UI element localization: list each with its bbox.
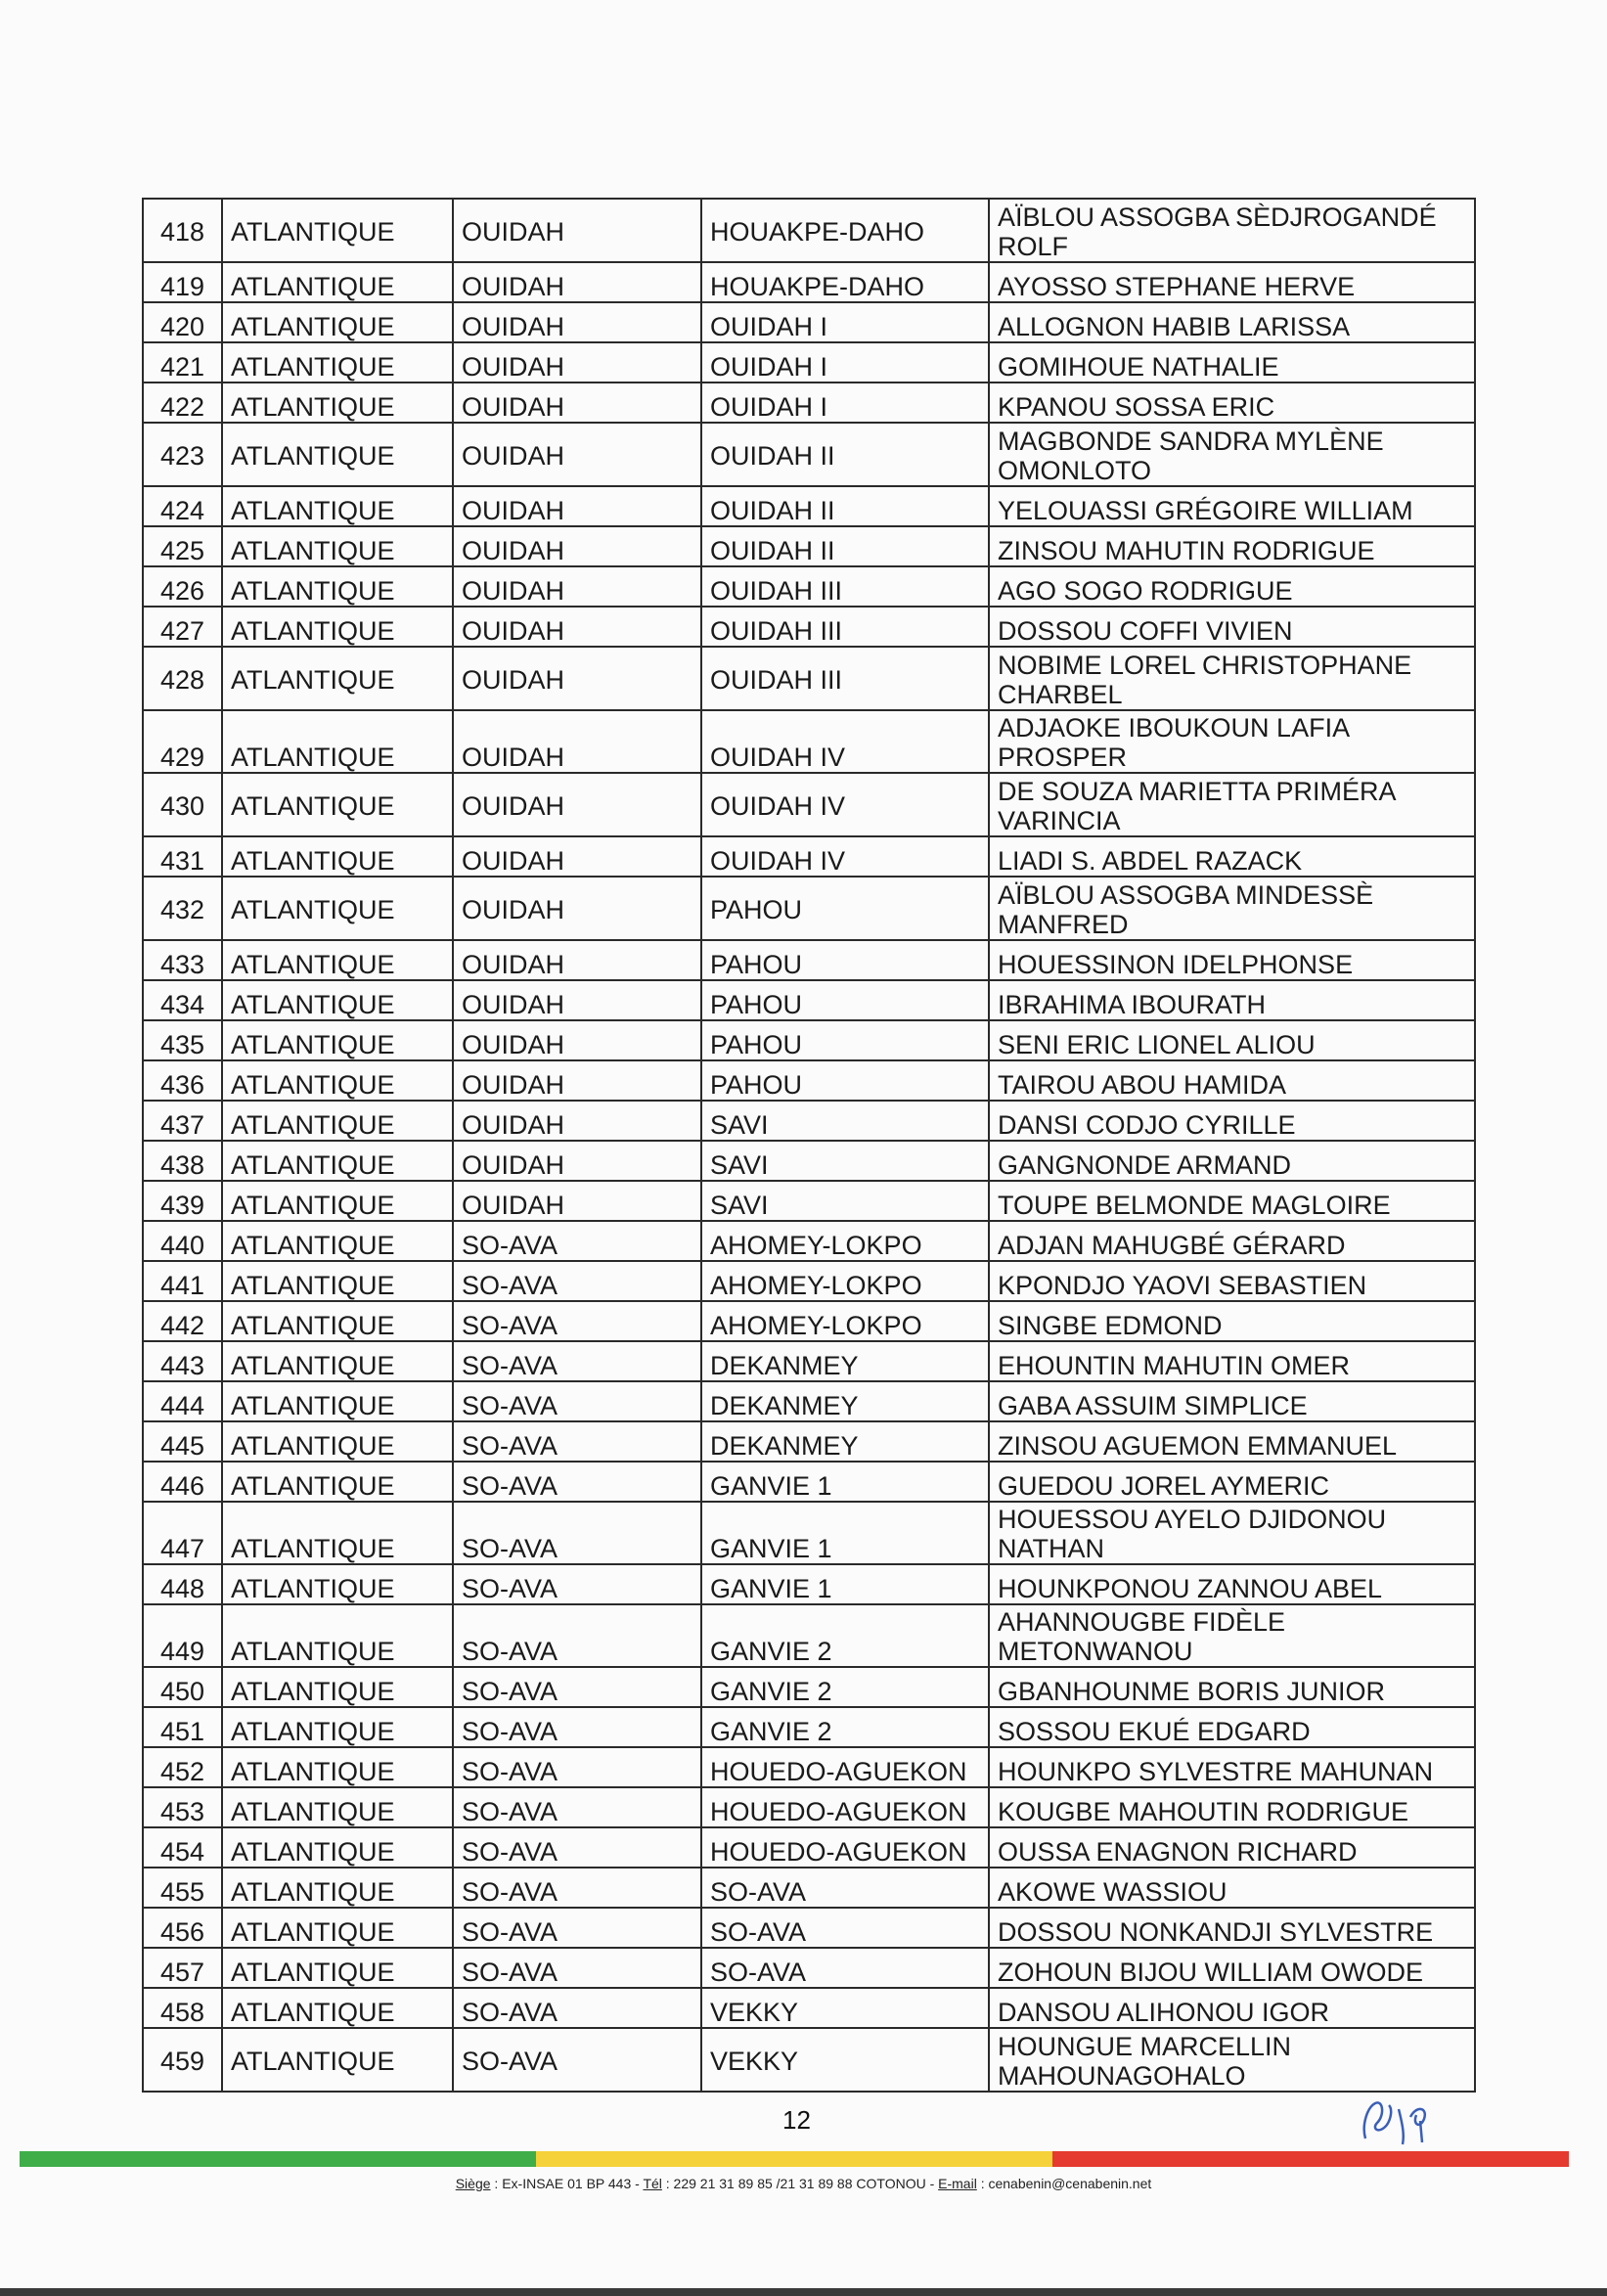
commune-cell: SO-AVA	[453, 1564, 701, 1604]
table-row	[143, 383, 1475, 423]
commune-cell: SO-AVA	[453, 1221, 701, 1261]
scan-edge	[0, 2288, 1607, 2296]
table-row	[143, 980, 1475, 1020]
table-row	[143, 836, 1475, 877]
name-cell: ZINSOU AGUEMON EMMANUEL	[989, 1421, 1475, 1462]
commune-cell: OUIDAH	[453, 607, 701, 647]
arrondissement-cell: OUIDAH IV	[701, 836, 989, 877]
row-number: 445	[143, 1421, 222, 1462]
department-cell: ATLANTIQUE	[222, 1747, 453, 1787]
arrondissement-cell: HOUEDO-AGUEKON	[701, 1787, 989, 1827]
row-number: 427	[143, 607, 222, 647]
commune-cell: OUIDAH	[453, 1101, 701, 1141]
flag-yellow	[536, 2151, 1052, 2167]
name-cell: IBRAHIMA IBOURATH	[989, 980, 1475, 1020]
commune-cell: SO-AVA	[453, 1707, 701, 1747]
table-row	[143, 2028, 1475, 2092]
table-row	[143, 1747, 1475, 1787]
department-cell: ATLANTIQUE	[222, 1181, 453, 1221]
table-row	[143, 647, 1475, 710]
arrondissement-cell: PAHOU	[701, 877, 989, 940]
name-cell: AGO SOGO RODRIGUE	[989, 566, 1475, 607]
arrondissement-cell: SAVI	[701, 1181, 989, 1221]
department-cell: ATLANTIQUE	[222, 1060, 453, 1101]
commune-cell: SO-AVA	[453, 1827, 701, 1868]
table-row	[143, 1667, 1475, 1707]
flag-red	[1052, 2151, 1569, 2167]
row-number: 428	[143, 647, 222, 710]
tel-text: : 229 21 31 89 85 /21 31 89 88 COTONOU -	[661, 2176, 939, 2191]
commune-cell: OUIDAH	[453, 566, 701, 607]
department-cell: ATLANTIQUE	[222, 1948, 453, 1988]
table-row	[143, 607, 1475, 647]
commune-cell: OUIDAH	[453, 423, 701, 486]
department-cell: ATLANTIQUE	[222, 1462, 453, 1502]
department-cell: ATLANTIQUE	[222, 1707, 453, 1747]
commune-cell: SO-AVA	[453, 1667, 701, 1707]
row-number: 435	[143, 1020, 222, 1060]
arrondissement-cell: SO-AVA	[701, 1868, 989, 1908]
arrondissement-cell: AHOMEY-LOKPO	[701, 1301, 989, 1341]
table-row	[143, 1868, 1475, 1908]
arrondissement-cell: PAHOU	[701, 980, 989, 1020]
name-cell: EHOUNTIN MAHUTIN OMER	[989, 1341, 1475, 1381]
commune-cell: OUIDAH	[453, 980, 701, 1020]
name-cell: KPONDJO YAOVI SEBASTIEN	[989, 1261, 1475, 1301]
arrondissement-cell: OUIDAH I	[701, 342, 989, 383]
department-cell: ATLANTIQUE	[222, 1827, 453, 1868]
name-cell: HOUESSINON IDELPHONSE	[989, 940, 1475, 980]
arrondissement-cell: OUIDAH I	[701, 302, 989, 342]
name-cell: HOUESSOU AYELO DJIDONOU NATHAN	[989, 1502, 1475, 1564]
table-row	[143, 1908, 1475, 1948]
department-cell: ATLANTIQUE	[222, 1141, 453, 1181]
name-cell: DE SOUZA MARIETTA PRIMÉRA VARINCIA	[989, 773, 1475, 836]
arrondissement-cell: VEKKY	[701, 1988, 989, 2028]
name-cell: OUSSA ENAGNON RICHARD	[989, 1827, 1475, 1868]
commune-cell: OUIDAH	[453, 486, 701, 526]
name-cell: GBANHOUNME BORIS JUNIOR	[989, 1667, 1475, 1707]
commune-cell: OUIDAH	[453, 342, 701, 383]
commune-cell: SO-AVA	[453, 1908, 701, 1948]
table-row	[143, 877, 1475, 940]
table-row	[143, 1060, 1475, 1101]
arrondissement-cell: DEKANMEY	[701, 1381, 989, 1421]
arrondissement-cell: OUIDAH III	[701, 647, 989, 710]
commune-cell: SO-AVA	[453, 1948, 701, 1988]
commune-cell: OUIDAH	[453, 710, 701, 773]
table-row	[143, 1301, 1475, 1341]
name-cell: DOSSOU NONKANDJI SYLVESTRE	[989, 1908, 1475, 1948]
row-number: 431	[143, 836, 222, 877]
arrondissement-cell: GANVIE 2	[701, 1604, 989, 1667]
name-cell: HOUNKPONOU ZANNOU ABEL	[989, 1564, 1475, 1604]
row-number: 451	[143, 1707, 222, 1747]
flag-green	[20, 2151, 536, 2167]
arrondissement-cell: SAVI	[701, 1101, 989, 1141]
department-cell: ATLANTIQUE	[222, 940, 453, 980]
table-row	[143, 1261, 1475, 1301]
arrondissement-cell: OUIDAH II	[701, 423, 989, 486]
results-table	[142, 198, 1476, 2093]
table-row	[143, 1462, 1475, 1502]
table-row	[143, 1564, 1475, 1604]
arrondissement-cell: SO-AVA	[701, 1908, 989, 1948]
row-number: 459	[143, 2028, 222, 2092]
name-cell: SOSSOU EKUÉ EDGARD	[989, 1707, 1475, 1747]
table-row	[143, 1604, 1475, 1667]
commune-cell: SO-AVA	[453, 1381, 701, 1421]
row-number: 426	[143, 566, 222, 607]
row-number: 454	[143, 1827, 222, 1868]
name-cell: ZOHOUN BIJOU WILLIAM OWODE	[989, 1948, 1475, 1988]
arrondissement-cell: SAVI	[701, 1141, 989, 1181]
name-cell: TAIROU ABOU HAMIDA	[989, 1060, 1475, 1101]
department-cell: ATLANTIQUE	[222, 1564, 453, 1604]
department-cell: ATLANTIQUE	[222, 1261, 453, 1301]
row-number: 433	[143, 940, 222, 980]
row-number: 450	[143, 1667, 222, 1707]
name-cell: KOUGBE MAHOUTIN RODRIGUE	[989, 1787, 1475, 1827]
department-cell: ATLANTIQUE	[222, 2028, 453, 2092]
department-cell: ATLANTIQUE	[222, 836, 453, 877]
row-number: 443	[143, 1341, 222, 1381]
table-row	[143, 1421, 1475, 1462]
department-cell: ATLANTIQUE	[222, 342, 453, 383]
flag-bar	[20, 2151, 1569, 2167]
arrondissement-cell: GANVIE 1	[701, 1462, 989, 1502]
commune-cell: OUIDAH	[453, 262, 701, 302]
department-cell: ATLANTIQUE	[222, 980, 453, 1020]
name-cell: SENI ERIC LIONEL ALIOU	[989, 1020, 1475, 1060]
table-row	[143, 262, 1475, 302]
name-cell: HOUNGUE MARCELLIN MAHOUNAGOHALO	[989, 2028, 1475, 2092]
row-number: 457	[143, 1948, 222, 1988]
table-body	[143, 199, 1475, 2092]
table-row	[143, 1181, 1475, 1221]
department-cell: ATLANTIQUE	[222, 1502, 453, 1564]
row-number: 421	[143, 342, 222, 383]
arrondissement-cell: DEKANMEY	[701, 1341, 989, 1381]
name-cell: AKOWE WASSIOU	[989, 1868, 1475, 1908]
arrondissement-cell: OUIDAH IV	[701, 710, 989, 773]
commune-cell: OUIDAH	[453, 1141, 701, 1181]
arrondissement-cell: HOUEDO-AGUEKON	[701, 1827, 989, 1868]
row-number: 446	[143, 1462, 222, 1502]
commune-cell: SO-AVA	[453, 1462, 701, 1502]
table-row	[143, 1221, 1475, 1261]
commune-cell: OUIDAH	[453, 836, 701, 877]
department-cell: ATLANTIQUE	[222, 607, 453, 647]
department-cell: ATLANTIQUE	[222, 1988, 453, 2028]
email-text: : cenabenin@cenabenin.net	[976, 2176, 1152, 2191]
department-cell: ATLANTIQUE	[222, 1604, 453, 1667]
name-cell: KPANOU SOSSA ERIC	[989, 383, 1475, 423]
email-label: E-mail	[938, 2176, 977, 2191]
name-cell: YELOUASSI GRÉGOIRE WILLIAM	[989, 486, 1475, 526]
arrondissement-cell: DEKANMEY	[701, 1421, 989, 1462]
name-cell: AHANNOUGBE FIDÈLE METONWANOU	[989, 1604, 1475, 1667]
row-number: 448	[143, 1564, 222, 1604]
department-cell: ATLANTIQUE	[222, 1301, 453, 1341]
table-row	[143, 1341, 1475, 1381]
commune-cell: SO-AVA	[453, 1604, 701, 1667]
table-row	[143, 1707, 1475, 1747]
commune-cell: OUIDAH	[453, 877, 701, 940]
department-cell: ATLANTIQUE	[222, 383, 453, 423]
arrondissement-cell: OUIDAH IV	[701, 773, 989, 836]
department-cell: ATLANTIQUE	[222, 1381, 453, 1421]
department-cell: ATLANTIQUE	[222, 199, 453, 262]
row-number: 453	[143, 1787, 222, 1827]
commune-cell: SO-AVA	[453, 1341, 701, 1381]
arrondissement-cell: HOUEDO-AGUEKON	[701, 1747, 989, 1787]
table-row	[143, 566, 1475, 607]
table-row	[143, 940, 1475, 980]
row-number: 434	[143, 980, 222, 1020]
table-row	[143, 342, 1475, 383]
commune-cell: OUIDAH	[453, 773, 701, 836]
arrondissement-cell: PAHOU	[701, 1060, 989, 1101]
arrondissement-cell: OUIDAH III	[701, 607, 989, 647]
commune-cell: OUIDAH	[453, 1020, 701, 1060]
department-cell: ATLANTIQUE	[222, 1020, 453, 1060]
name-cell: GOMIHOUE NATHALIE	[989, 342, 1475, 383]
department-cell: ATLANTIQUE	[222, 877, 453, 940]
department-cell: ATLANTIQUE	[222, 1341, 453, 1381]
table-row	[143, 486, 1475, 526]
name-cell: ADJAN MAHUGBÉ GÉRARD	[989, 1221, 1475, 1261]
table-row	[143, 1502, 1475, 1564]
row-number: 422	[143, 383, 222, 423]
name-cell: ZINSOU MAHUTIN RODRIGUE	[989, 526, 1475, 566]
table-row	[143, 1020, 1475, 1060]
commune-cell: OUIDAH	[453, 1060, 701, 1101]
table-row	[143, 526, 1475, 566]
row-number: 425	[143, 526, 222, 566]
address-label: Siège	[455, 2176, 491, 2191]
department-cell: ATLANTIQUE	[222, 710, 453, 773]
commune-cell: SO-AVA	[453, 1747, 701, 1787]
footer-address	[0, 2176, 1607, 2191]
row-number: 437	[143, 1101, 222, 1141]
table-row	[143, 1988, 1475, 2028]
department-cell: ATLANTIQUE	[222, 566, 453, 607]
name-cell: GUEDOU JOREL AYMERIC	[989, 1462, 1475, 1502]
department-cell: ATLANTIQUE	[222, 1667, 453, 1707]
department-cell: ATLANTIQUE	[222, 262, 453, 302]
department-cell: ATLANTIQUE	[222, 526, 453, 566]
commune-cell: OUIDAH	[453, 199, 701, 262]
row-number: 436	[143, 1060, 222, 1101]
department-cell: ATLANTIQUE	[222, 1908, 453, 1948]
arrondissement-cell: GANVIE 2	[701, 1707, 989, 1747]
row-number: 423	[143, 423, 222, 486]
row-number: 440	[143, 1221, 222, 1261]
name-cell: AYOSSO STEPHANE HERVE	[989, 262, 1475, 302]
row-number: 452	[143, 1747, 222, 1787]
arrondissement-cell: OUIDAH I	[701, 383, 989, 423]
arrondissement-cell: AHOMEY-LOKPO	[701, 1261, 989, 1301]
commune-cell: SO-AVA	[453, 1787, 701, 1827]
row-number: 439	[143, 1181, 222, 1221]
arrondissement-cell: PAHOU	[701, 940, 989, 980]
name-cell: AÏBLOU ASSOGBA SÈDJROGANDÉ ROLF	[989, 199, 1475, 262]
name-cell: ADJAOKE IBOUKOUN LAFIA PROSPER	[989, 710, 1475, 773]
row-number: 442	[143, 1301, 222, 1341]
name-cell: GABA ASSUIM SIMPLICE	[989, 1381, 1475, 1421]
department-cell: ATLANTIQUE	[222, 1101, 453, 1141]
arrondissement-cell: GANVIE 1	[701, 1564, 989, 1604]
name-cell: DANSI CODJO CYRILLE	[989, 1101, 1475, 1141]
address-text: : Ex-INSAE 01 BP 443 -	[490, 2176, 644, 2191]
arrondissement-cell: OUIDAH II	[701, 526, 989, 566]
arrondissement-cell: VEKKY	[701, 2028, 989, 2092]
row-number: 447	[143, 1502, 222, 1564]
table-row	[143, 302, 1475, 342]
arrondissement-cell: OUIDAH II	[701, 486, 989, 526]
row-number: 432	[143, 877, 222, 940]
commune-cell: OUIDAH	[453, 302, 701, 342]
row-number: 458	[143, 1988, 222, 2028]
arrondissement-cell: GANVIE 2	[701, 1667, 989, 1707]
name-cell: AÏBLOU ASSOGBA MINDESSÈ MANFRED	[989, 877, 1475, 940]
commune-cell: OUIDAH	[453, 526, 701, 566]
row-number: 418	[143, 199, 222, 262]
name-cell: NOBIME LOREL CHRISTOPHANE CHARBEL	[989, 647, 1475, 710]
commune-cell: SO-AVA	[453, 1421, 701, 1462]
arrondissement-cell: GANVIE 1	[701, 1502, 989, 1564]
table-row	[143, 1381, 1475, 1421]
arrondissement-cell: HOUAKPE-DAHO	[701, 199, 989, 262]
commune-cell: OUIDAH	[453, 383, 701, 423]
table-row	[143, 1101, 1475, 1141]
row-number: 449	[143, 1604, 222, 1667]
name-cell: LIADI S. ABDEL RAZACK	[989, 836, 1475, 877]
table-row	[143, 199, 1475, 262]
row-number: 419	[143, 262, 222, 302]
name-cell: DOSSOU COFFI VIVIEN	[989, 607, 1475, 647]
row-number: 438	[143, 1141, 222, 1181]
department-cell: ATLANTIQUE	[222, 486, 453, 526]
name-cell: SINGBE EDMOND	[989, 1301, 1475, 1341]
row-number: 424	[143, 486, 222, 526]
table-row	[143, 773, 1475, 836]
name-cell: MAGBONDE SANDRA MYLÈNE OMONLOTO	[989, 423, 1475, 486]
page-number: 12	[782, 2105, 811, 2135]
table-row	[143, 1948, 1475, 1988]
commune-cell: OUIDAH	[453, 647, 701, 710]
commune-cell: OUIDAH	[453, 1181, 701, 1221]
row-number: 444	[143, 1381, 222, 1421]
commune-cell: SO-AVA	[453, 1301, 701, 1341]
handwritten-initials	[1360, 2095, 1438, 2146]
commune-cell: SO-AVA	[453, 1988, 701, 2028]
name-cell: GANGNONDE ARMAND	[989, 1141, 1475, 1181]
table-row	[143, 1827, 1475, 1868]
row-number: 420	[143, 302, 222, 342]
name-cell: TOUPE BELMONDE MAGLOIRE	[989, 1181, 1475, 1221]
row-number: 430	[143, 773, 222, 836]
department-cell: ATLANTIQUE	[222, 1221, 453, 1261]
arrondissement-cell: PAHOU	[701, 1020, 989, 1060]
name-cell: DANSOU ALIHONOU IGOR	[989, 1988, 1475, 2028]
commune-cell: SO-AVA	[453, 1502, 701, 1564]
department-cell: ATLANTIQUE	[222, 1868, 453, 1908]
row-number: 455	[143, 1868, 222, 1908]
row-number: 429	[143, 710, 222, 773]
arrondissement-cell: SO-AVA	[701, 1948, 989, 1988]
department-cell: ATLANTIQUE	[222, 302, 453, 342]
name-cell: HOUNKPO SYLVESTRE MAHUNAN	[989, 1747, 1475, 1787]
arrondissement-cell: AHOMEY-LOKPO	[701, 1221, 989, 1261]
row-number: 441	[143, 1261, 222, 1301]
department-cell: ATLANTIQUE	[222, 773, 453, 836]
arrondissement-cell: HOUAKPE-DAHO	[701, 262, 989, 302]
arrondissement-cell: OUIDAH III	[701, 566, 989, 607]
table-row	[143, 1787, 1475, 1827]
department-cell: ATLANTIQUE	[222, 423, 453, 486]
commune-cell: OUIDAH	[453, 940, 701, 980]
table-row	[143, 1141, 1475, 1181]
department-cell: ATLANTIQUE	[222, 1421, 453, 1462]
commune-cell: SO-AVA	[453, 1868, 701, 1908]
name-cell: ALLOGNON HABIB LARISSA	[989, 302, 1475, 342]
table-row	[143, 710, 1475, 773]
department-cell: ATLANTIQUE	[222, 1787, 453, 1827]
tel-label: Tél	[643, 2176, 662, 2191]
table-row	[143, 423, 1475, 486]
commune-cell: SO-AVA	[453, 2028, 701, 2092]
department-cell: ATLANTIQUE	[222, 647, 453, 710]
row-number: 456	[143, 1908, 222, 1948]
commune-cell: SO-AVA	[453, 1261, 701, 1301]
